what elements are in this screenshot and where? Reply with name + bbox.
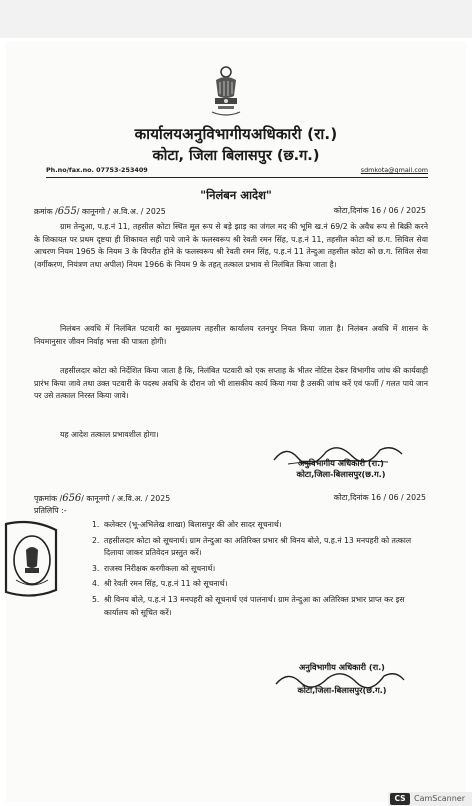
header-rule <box>46 177 428 178</box>
list-item: 2. तहसीलदार कोटा को सूचनार्थ। ग्राम तेन्दुआ का अतिरिक्त प्रभार श्री विनय बोले, प.ह.नं 13 मनपहरी को तत्काल दिलाया जाकर प्रतिवेदन प्रस्तुत करें। <box>92 535 412 558</box>
phone-fax: Ph.no/fax.no. 07753-253409 <box>46 166 148 174</box>
email-link[interactable]: sdmkota@gmail.com <box>360 166 428 174</box>
viewer-top-band <box>0 0 472 38</box>
office-seal-icon <box>2 520 58 600</box>
copy-label-row <box>34 506 426 518</box>
camscanner-label: CamScanner <box>414 794 466 803</box>
contact-row <box>46 166 428 176</box>
office-title: कार्यालयअनुविभागीयअधिकारी (रा.) <box>134 125 338 143</box>
signature-designation: अनुविभागीय अधिकारी (रा.) <box>298 458 384 468</box>
endorsement-reference-row <box>34 493 426 505</box>
signature-designation: अनुविभागीय अधिकारी (रा.) <box>299 662 385 672</box>
list-item: 1. कलेक्टर (भू-अभिलेख शाखा) बिलासपुर की ओर सादर सूचनार्थ। <box>92 520 282 529</box>
order-place-date: कोटा,दिनांक 16 / 06 / 2025 <box>333 206 426 215</box>
handwritten-endorsement-number: 656 <box>62 493 82 504</box>
list-item: 3. राजस्व निरीक्षक करगीकला को सूचनार्थ। <box>92 563 216 573</box>
copy-list <box>92 519 424 619</box>
handwritten-ref-number: 655 <box>57 206 77 217</box>
camscanner-logo-icon: CS <box>390 793 410 805</box>
state-emblem-icon <box>208 66 244 118</box>
signature-office: कोटा,जिला-बिलासपुर(छ.ग.) <box>297 685 387 695</box>
list-item: 5. श्री विनय बोले, प.ह.नं 13 मनपहरी को सूचनार्थ एवं पालनार्थ। ग्राम तेन्दुआ का अतिरिक्त प्रभार प्राप्त कर इस कार्यालय को सूचित करें। <box>92 594 405 617</box>
order-paragraph-4: यह आदेश तत्काल प्रभावशील होगा। <box>60 430 159 439</box>
order-title: "निलंबन आदेश" <box>200 188 272 202</box>
order-paragraph-3: तहसीलदार कोटा को निर्देशित किया जाता है कि, निलंबित पटवारी को एक सप्ताह के भीतर नोटिस देकर विभागीय जांच की कार्यवाही प्रारंभ किया जावे तथा उक्त पटवारी के पदस्थ अवधि के दौरान जो भी शासकीय कार्य किया गया है उसकी जांच करें एवं फर्जी / गलत पाये जान पर उसे तत्काल निरस्त किया जावे। <box>34 366 428 401</box>
endorsement-reference: पृक्रमांक /656/ कानूनगो / अ.वि.अ. / 2025 <box>34 493 171 504</box>
order-paragraph-1: ग्राम तेन्दुआ, प.ह.नं 11, तहसील कोटा स्थित मूल रूप से बड़े झाड़ का जंगल मद की भूमि ख.नं 69/2 के अवैध रूप से बिक्री करने के शिकायत पर प्रथम दृष्टया ही शिकायत सही पाये जाने के फलस्वरूप श्री रेवती रमन सिंह, प.ह.नं 11, तहसील कोटा को छ.ग. सिविल सेवा आचरण नियम 1965 के नियम 3 के विपरीत होने के फलस्वरूप श्री रेवती रमन सिंह, प.ह.नं 11 तेन्दुआ तहसील कोटा को छ.ग. सिविल सेवा (वर्गीकरण, नियंत्रण तथा अपील) नियम 1966 के नियम 9 के तहत् तत्काल प्रभाव से निलंबित किया जाता है। <box>34 222 428 269</box>
copy-label: प्रतिलिपि :- <box>34 506 67 515</box>
camscanner-watermark <box>388 792 472 806</box>
order-signature-block <box>270 458 412 480</box>
list-item: 4. श्री रेवती रमन सिंह, प.ह.नं 11 को सूचनार्थ। <box>92 579 228 589</box>
endorsement-signature-block <box>270 662 414 696</box>
signature-office: कोटा,जिला-बिलासपुर(छ.ग.) <box>296 469 386 479</box>
endorsement-place-date: कोटा,दिनांक 16 / 06 / 2025 <box>333 493 426 502</box>
office-location: कोटा, जिला बिलासपुर (छ.ग.) <box>152 148 320 164</box>
order-reference: क्रमांक /655/ कानूनगो / अ.वि.अ. / 2025 <box>34 206 166 217</box>
order-reference-row <box>34 206 426 218</box>
order-paragraph-2: निलंबन अवधि में निलंबित पटवारी का मुख्यालय तहसील कार्यालय रतनपुर नियत किया जाता है। निलंबन अवधि में शासन के नियमानुसार जीवन निर्वाह भत्ता की पात्रता होगी। <box>34 324 428 346</box>
